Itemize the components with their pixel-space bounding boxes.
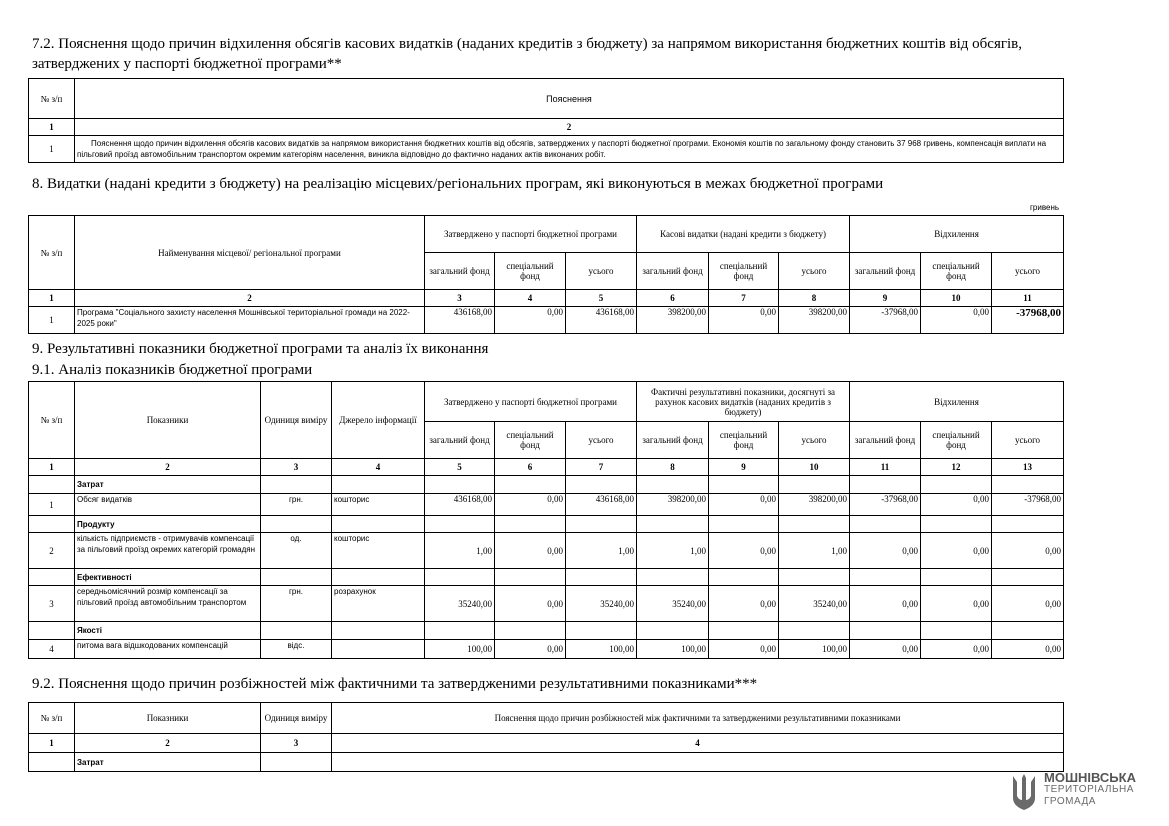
- blank-cell: [425, 516, 495, 533]
- col-number: 6: [495, 459, 566, 476]
- col-number: 4: [332, 734, 1064, 753]
- cell-value: 0,00: [992, 640, 1064, 659]
- section-9-2-heading: 9.2. Пояснення щодо причин розбіжностей між фактичними та затвердженими результативними показниками***: [32, 676, 758, 692]
- source: кошторис: [332, 494, 425, 516]
- indicator-name: Обсяг видатків: [75, 494, 261, 516]
- source: кошторис: [332, 533, 425, 569]
- cell-value: 0,00: [921, 494, 992, 516]
- blank-cell: [566, 622, 637, 640]
- blank-cell: [566, 569, 637, 586]
- sub-header: усього: [779, 422, 850, 459]
- cell-value: 0,00: [495, 640, 566, 659]
- blank-cell: [921, 516, 992, 533]
- cell-value: 1,00: [566, 533, 637, 569]
- blank-cell: [850, 516, 921, 533]
- row-number: 1: [29, 307, 75, 334]
- sub-header: спеціальний фонд: [709, 422, 779, 459]
- cell-value: 436168,00: [566, 494, 637, 516]
- sub-header: спеціальний фонд: [709, 253, 779, 290]
- blank-cell: [332, 622, 425, 640]
- blank-cell: [992, 476, 1064, 494]
- blank-cell: [425, 622, 495, 640]
- col-number: 4: [495, 290, 566, 307]
- sub-header: усього: [992, 253, 1064, 290]
- category-label: Ефективності: [75, 569, 261, 586]
- col-number: 9: [850, 290, 921, 307]
- blank-cell: [29, 476, 75, 494]
- blank-cell: [261, 516, 332, 533]
- unit: грн.: [261, 586, 332, 622]
- cell-value: 436168,00: [425, 307, 495, 334]
- blank-cell: [709, 569, 779, 586]
- blank-cell: [261, 476, 332, 494]
- cell-value: 35240,00: [779, 586, 850, 622]
- cell-value: 1,00: [779, 533, 850, 569]
- col-header-program-name: Найменування місцевої/ регіональної програми: [75, 216, 425, 290]
- unit: відс.: [261, 640, 332, 659]
- logo-line-3: ГРОМАДА: [1044, 796, 1096, 807]
- sub-header: загальний фонд: [425, 253, 495, 290]
- cell-value: 100,00: [637, 640, 709, 659]
- col-header-source: Джерело інформації: [332, 382, 425, 459]
- sub-header: спеціальний фонд: [921, 253, 992, 290]
- cell-value: 1,00: [425, 533, 495, 569]
- blank-cell: [779, 622, 850, 640]
- cell-value: 0,00: [850, 533, 921, 569]
- blank-cell: [637, 476, 709, 494]
- sub-header: загальний фонд: [850, 253, 921, 290]
- community-logo: [1010, 772, 1150, 816]
- row-number: 1: [29, 494, 75, 516]
- indicator-name: середньомісячний розмір компенсації за пільговий проїзд автомобільним транспортом: [75, 586, 261, 622]
- cell-value: 0,00: [921, 586, 992, 622]
- indicator-name: кількість підприємств - отримувачів компенсації за пільговий проїзд окремих категорій громадян: [75, 533, 261, 569]
- blank-cell: [566, 476, 637, 494]
- blank-cell: [332, 753, 1064, 772]
- logo-text: [1044, 772, 1136, 808]
- category-label: Продукту: [75, 516, 261, 533]
- cell-value: 35240,00: [566, 586, 637, 622]
- col-header-num: № з/п: [29, 79, 75, 119]
- blank-cell: [637, 622, 709, 640]
- blank-cell: [332, 569, 425, 586]
- col-header-indicators: Показники: [75, 703, 261, 734]
- col-number: 2: [75, 734, 261, 753]
- col-header-approved: Затверджено у паспорті бюджетної програми: [425, 382, 637, 422]
- col-number: 6: [637, 290, 709, 307]
- cell-value: 0,00: [709, 494, 779, 516]
- category-label: Затрат: [75, 476, 261, 494]
- section-8-heading: 8. Видатки (надані кредити з бюджету) на реалізацію місцевих/регіональних програм, які виконуються в межах бюджетної програми: [32, 176, 884, 192]
- cell-value: 35240,00: [637, 586, 709, 622]
- cell-value: 0,00: [709, 586, 779, 622]
- cell-value: 0,00: [992, 533, 1064, 569]
- cell-value: 100,00: [566, 640, 637, 659]
- blank-cell: [709, 622, 779, 640]
- row-number: 4: [29, 640, 75, 659]
- blank-cell: [709, 516, 779, 533]
- blank-cell: [332, 516, 425, 533]
- trident-icon: [1010, 772, 1038, 814]
- blank-cell: [29, 753, 75, 772]
- sub-header: загальний фонд: [637, 253, 709, 290]
- cell-value: 0,00: [850, 640, 921, 659]
- sub-header: спеціальний фонд: [921, 422, 992, 459]
- col-number: 4: [332, 459, 425, 476]
- cell-value: 436168,00: [425, 494, 495, 516]
- blank-cell: [495, 476, 566, 494]
- blank-cell: [992, 516, 1064, 533]
- col-number: 2: [75, 459, 261, 476]
- blank-cell: [261, 569, 332, 586]
- blank-cell: [992, 569, 1064, 586]
- blank-cell: [921, 622, 992, 640]
- blank-cell: [921, 476, 992, 494]
- col-number: 2: [75, 290, 425, 307]
- cell-value: 1,00: [637, 533, 709, 569]
- cell-value: 0,00: [495, 586, 566, 622]
- cell-value: -37968,00: [850, 307, 921, 334]
- col-header-actual: Фактичні результативні показники, досягнуті за рахунок касових видатків (наданих кредитів з бюджету): [637, 382, 850, 422]
- col-number: 7: [566, 459, 637, 476]
- cell-value: 0,00: [921, 307, 992, 334]
- sub-header: загальний фонд: [425, 422, 495, 459]
- blank-cell: [850, 476, 921, 494]
- sub-header: спеціальний фонд: [495, 422, 566, 459]
- col-number: 13: [992, 459, 1064, 476]
- col-number: 5: [425, 459, 495, 476]
- cell-value: 0,00: [921, 640, 992, 659]
- cell-value: 0,00: [495, 494, 566, 516]
- cell-value: 100,00: [779, 640, 850, 659]
- col-number: 3: [425, 290, 495, 307]
- table-9-2: [28, 702, 1064, 772]
- blank-cell: [637, 569, 709, 586]
- blank-cell: [495, 569, 566, 586]
- col-header-cash: Касові видатки (надані кредити з бюджету): [637, 216, 850, 253]
- col-header-indicators: Показники: [75, 382, 261, 459]
- unit: од.: [261, 533, 332, 569]
- col-header-num: № з/п: [29, 216, 75, 290]
- blank-cell: [495, 516, 566, 533]
- cell-value: 398200,00: [779, 494, 850, 516]
- col-header-deviation: Відхилення: [850, 382, 1064, 422]
- col-number: 1: [29, 290, 75, 307]
- logo-line-1: МОШНІВСЬКА: [1044, 770, 1136, 785]
- blank-cell: [29, 622, 75, 640]
- cell-value: 436168,00: [566, 307, 637, 334]
- blank-cell: [779, 476, 850, 494]
- col-number: 10: [779, 459, 850, 476]
- col-header-num: № з/п: [29, 703, 75, 734]
- col-number: 9: [709, 459, 779, 476]
- col-header-num: № з/п: [29, 382, 75, 459]
- col-header-unit: Одиниця виміру: [261, 382, 332, 459]
- cell-value: 0,00: [709, 533, 779, 569]
- blank-cell: [425, 569, 495, 586]
- blank-cell: [637, 516, 709, 533]
- category-label: Якості: [75, 622, 261, 640]
- blank-cell: [566, 516, 637, 533]
- cell-value: 398200,00: [779, 307, 850, 334]
- col-number: 7: [709, 290, 779, 307]
- section-9-1-heading: 9.1. Аналіз показників бюджетної програми: [32, 362, 313, 378]
- col-number: 11: [992, 290, 1064, 307]
- col-number: 1: [29, 459, 75, 476]
- col-header-explanation: Пояснення: [75, 79, 1064, 119]
- cell-value: 0,00: [992, 586, 1064, 622]
- blank-cell: [261, 622, 332, 640]
- blank-cell: [921, 569, 992, 586]
- blank-cell: [29, 569, 75, 586]
- sub-header: загальний фонд: [850, 422, 921, 459]
- sub-header: усього: [566, 422, 637, 459]
- blank-cell: [992, 622, 1064, 640]
- cell-value: 398200,00: [637, 494, 709, 516]
- col-header-unit: Одиниця виміру: [261, 703, 332, 734]
- cell-value: 0,00: [921, 533, 992, 569]
- blank-cell: [425, 476, 495, 494]
- col-header-deviation: Відхилення: [850, 216, 1064, 253]
- sub-header: загальний фонд: [637, 422, 709, 459]
- blank-cell: [850, 569, 921, 586]
- col-number: 11: [850, 459, 921, 476]
- col-number: 12: [921, 459, 992, 476]
- cell-value-total: -37968,00: [992, 307, 1064, 334]
- sub-header: усього: [779, 253, 850, 290]
- row-number: 3: [29, 586, 75, 622]
- blank-cell: [29, 516, 75, 533]
- col-header-approved: Затверджено у паспорті бюджетної програми: [425, 216, 637, 253]
- col-header-explanation: Пояснення щодо причин розбіжностей між фактичними та затвердженими результативними показниками: [332, 703, 1064, 734]
- col-number: 3: [261, 734, 332, 753]
- cell-value: 0,00: [709, 307, 779, 334]
- blank-cell: [779, 516, 850, 533]
- explanation-text: Пояснення щодо причин відхилення обсягів касових видатків за напрямом використання бюджетних коштів від обсягів, затверджених у паспорті бюджетної програми. Економія коштів по загальному фонду становить 37 968 гривень, компенсація виплати на пільговий проїзд автомобільним транспортом окремим категоріям населення, виникла відповідно до фактично наданих актів виконаних робіт.: [75, 136, 1064, 163]
- cell-value: 398200,00: [637, 307, 709, 334]
- col-number: 2: [75, 119, 1064, 136]
- cell-value: 0,00: [495, 307, 566, 334]
- source: розрахунок: [332, 586, 425, 622]
- sub-header: усього: [992, 422, 1064, 459]
- blank-cell: [779, 569, 850, 586]
- section-7-2-heading: 7.2. Пояснення щодо причин відхилення обсягів касових видатків (наданих кредитів з бюджету) за напрямом використання бюджетних коштів від обсягів, затверджених у паспорті бюджетної програми**: [32, 36, 1022, 72]
- source: [332, 640, 425, 659]
- section-9-heading: 9. Результативні показники бюджетної програми та аналіз їх виконання: [32, 341, 489, 357]
- sub-header: усього: [566, 253, 637, 290]
- table-9-1: [28, 381, 1064, 659]
- cell-value: 0,00: [709, 640, 779, 659]
- indicator-name: питома вага відшкодованих компенсацій: [75, 640, 261, 659]
- row-number: 1: [29, 136, 75, 163]
- blank-cell: [709, 476, 779, 494]
- col-number: 8: [637, 459, 709, 476]
- table-7-2: [28, 78, 1064, 163]
- blank-cell: [850, 622, 921, 640]
- col-number: 1: [29, 734, 75, 753]
- cell-value: -37968,00: [850, 494, 921, 516]
- col-number: 10: [921, 290, 992, 307]
- blank-cell: [495, 622, 566, 640]
- cell-value: -37968,00: [992, 494, 1064, 516]
- col-number: 1: [29, 119, 75, 136]
- row-number: 2: [29, 533, 75, 569]
- category-label: Затрат: [75, 753, 261, 772]
- sub-header: спеціальний фонд: [495, 253, 566, 290]
- col-number: 3: [261, 459, 332, 476]
- blank-cell: [261, 753, 332, 772]
- col-number: 8: [779, 290, 850, 307]
- cell-value: 100,00: [425, 640, 495, 659]
- logo-line-2: ТЕРИТОРІАЛЬНА: [1044, 784, 1134, 795]
- table-8: [28, 215, 1064, 334]
- cell-value: 0,00: [495, 533, 566, 569]
- program-name: Програма "Соціального захисту населення Мошнівської територіальної громади на 2022-2025 роки": [75, 307, 425, 334]
- cell-value: 0,00: [850, 586, 921, 622]
- col-number: 5: [566, 290, 637, 307]
- currency-label: гривень: [1030, 203, 1060, 212]
- cell-value: 35240,00: [425, 586, 495, 622]
- unit: грн.: [261, 494, 332, 516]
- blank-cell: [332, 476, 425, 494]
